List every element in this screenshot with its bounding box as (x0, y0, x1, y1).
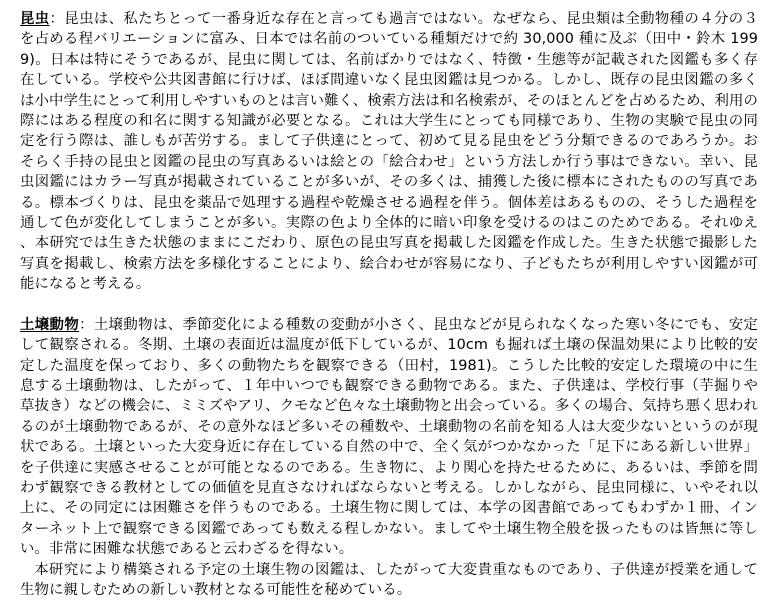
soil-animals-heading: 土壌動物 (20, 316, 80, 333)
insects-body: ：昆虫は、私たちとって一番身近な存在と言っても過言ではない。なぜなら、昆虫類は全動物種の４分の３を占める程バリエーションに富み、日本では名前のついている種類だけで約 30,000 種に及ぶ（田中・鈴木 1999)。日本は特にそうであるが、昆虫に関しては、名前ばかりではなく、特徴・生態等が記載された図鑑も多く存在している。学校や公共図書館に行けば、ほぼ間違いなく昆虫図鑑は見つかる。しかし、既存の昆虫図鑑の多くは小中学生にとって利用しやすいものとは言い難く、検索方法は和名検索が、そのほとんどを占めるため、利用の際にはある程度の和名に関する知識が必要となる。これは大学生にとっても同様であり、生物の実験で昆虫の同定を行う際は、誰しもが苦労する。まして子供達にとって、初めて見る昆虫をどう分類できるのであろうか。おそらく手持の昆虫と図鑑の昆虫の写真あるいは絵との「絵合わせ」という方法しか行う事はできない。幸い、昆虫図鑑にはカラー写真が掲載されていることが多いが、その多くは、捕獲した後に標本にされたものの写真である。標本づくりは、昆虫を薬品で処理する過程や乾燥させる過程を伴う。個体差はあるものの、そうした過程を通して色が変化してしまうことが多い。実際の色より全体的に暗い印象を受けるのはこのためである。それゆえ、本研究では生きた状態のままにこだわり、原色の昆虫写真を掲載した図鑑を作成した。生きた状態で撮影した写真を掲載し、検索方法を多様化することにより、絵合わせが容易になり、子どもたちが利用しやすい図鑑が可能になると考える。 (20, 11, 759, 293)
conclusion-paragraph (20, 560, 758, 600)
soil-animals-paragraph (20, 315, 758, 560)
insects-paragraph (20, 9, 758, 295)
soil-animals-body: ：土壌動物は、季節変化による種数の変動が小さく、昆虫などが見られなくなった寒い冬にでも、安定して観察される。冬期、土壌の表面近は温度が低下しているが、10cm も掘れば土壌の保温効果により比較的安定した温度を保っており、多くの動物たちを観察できる（田村，1981)。こうした比較的安定した環境の中に生息する土壌動物は、したがって、１年中いつでも観察できる動物である。また、子供達は、学校行事（芋掘りや草抜き）などの機会に、ミミズやアリ、クモなど色々な土壌動物と出会っている。多くの場合、気持ち悪く思われるのが土壌動物であるが、その意外なほど多いその種数や、土壌動物の名前を知る人は大変少ないというのが現状である。土壌といった大変身近に存在している自然の中で、全く気がつかなかった「足下にある新しい世界」を子供達に実感させることが可能となるのである。生き物に、より関心を持たせるために、あるいは、季節を問わず観察できる教材としての価値を見直さなければならないと考える。しかしながら、昆虫同様に、いやそれ以上に、その同定には困難さを伴うものである。土壌生物に関しては、本学の図書館であってもわずか１冊、インターネット上で観察できる図鑑であっても数える程しかない。ましてや土壌生物全般を扱ったものは皆無に等しい。非常に困難な状態であると云わざるを得ない。 (20, 316, 758, 558)
insects-heading: 昆虫 (20, 11, 50, 27)
conclusion-body: 本研究により構築される予定の土壌生物の図鑑は、したがって大変貴重なものであり、子供達が授業を通して生物に親しむための新しい教材となる可能性を秘めている。 (20, 561, 758, 598)
